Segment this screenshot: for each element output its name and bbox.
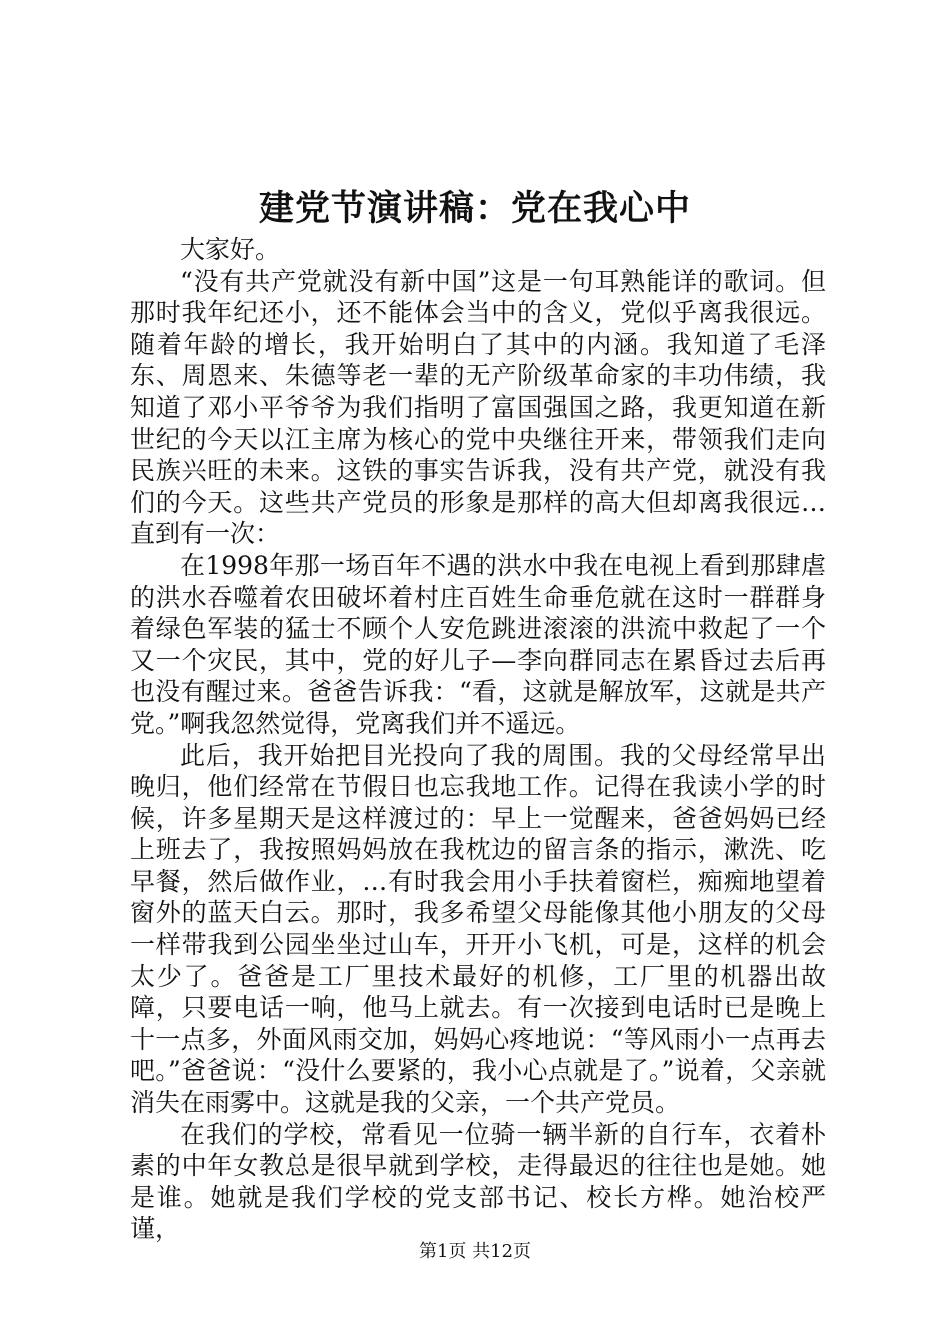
paragraph-1: “没有共产党就没有新中国”这是一句耳熟能详的歌词。但那时我年纪还小，还不能体会当中的含义，党似乎离我很远。随着年龄的增长，我开始明白了其中的内涵。我知道了毛泽东、周恩来、朱德等老一辈的无产阶级革命家的丰功伟绩，我知道了邓小平爷爷为我们指明了富国强国之路，我更知道在新世纪的今天以江主席为核心的党中央继往开来，带领我们走向民族兴旺的未来。这铁的事实告诉我，没有共产党，就没有我们的今天。这些共产党员的形象是那样的高大但却离我很远…直到有一次： — [130, 266, 826, 549]
paragraph-4: 在我们的学校，常看见一位骑一辆半新的自行车，衣着朴素的中年女教总是很早就到学校，走得最迟的往往也是她。她是谁。她就是我们学校的党支部书记、校长方桦。她治校严谨， — [130, 1119, 826, 1244]
page-number-footer: 第1页 共12页 — [418, 1241, 532, 1262]
document-body — [130, 234, 826, 1245]
document-title: 建党节演讲稿：党在我心中 — [258, 188, 691, 229]
paragraph-greeting: 大家好。 — [180, 235, 281, 264]
paragraph-3: 此后，我开始把目光投向了我的周围。我的父母经常早出晚归，他们经常在节假日也忘我地工作。记得在我读小学的时候，许多星期天是这样渡过的：早上一觉醒来，爸爸妈妈已经上班去了，我按照妈妈放在我枕边的留言条的指示，漱洗、吃早餐，然后做作业，…有时我会用小手扶着窗栏，痴痴地望着窗外的蓝天白云。那时，我多希望父母能像其他小朋友的父母一样带我到公园坐坐过山车，开开小飞机，可是，这样的机会太少了。爸爸是工厂里技术最好的机修，工厂里的机器出故障，只要电话一响，他马上就去。有一次接到电话时已是晚上十一点多，外面风雨交加，妈妈心疼地说：“等风雨小一点再去吧。”爸爸说：“没什么要紧的，我小心点就是了。”说着，父亲就消失在雨雾中。这就是我的父亲，一个共产党员。 — [130, 740, 826, 1118]
paragraph-2: 在1998年那一场百年不遇的洪水中我在电视上看到那肆虐的洪水吞噬着农田破坏着村庄百姓生命垂危就在这时一群群身着绿色军装的猛士不顾个人安危跳进滚滚的洪流中救起了一个又一个灾民，其中，党的好儿子—李向群同志在累昏过去后再也没有醒过来。爸爸告诉我：“看，这就是解放军，这就是共产党。”啊我忽然觉得，党离我们并不遥远。 — [130, 550, 826, 738]
